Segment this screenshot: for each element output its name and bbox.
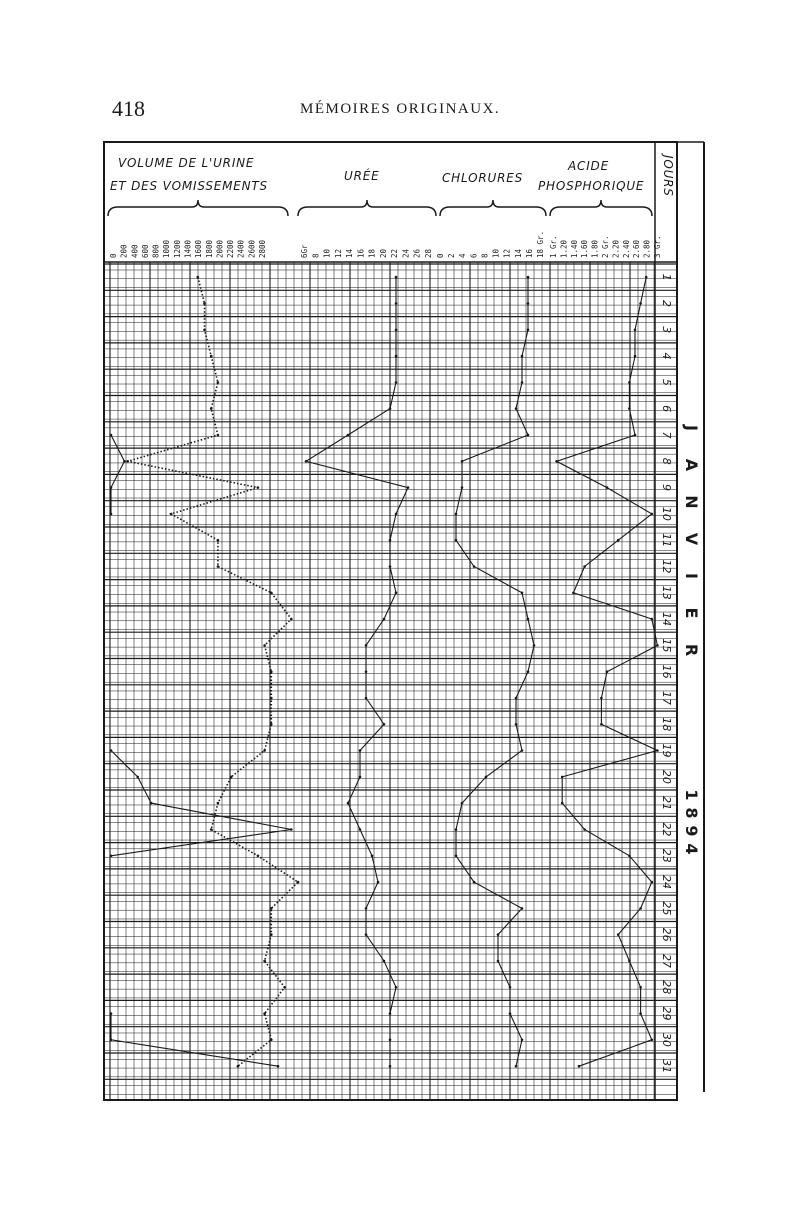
tick-label-uree: 20 <box>378 248 388 258</box>
tick-label-chlorures: 2 <box>447 253 457 258</box>
day-label: 25 <box>660 901 673 916</box>
tick-label-uree: 18 <box>367 248 377 258</box>
tick-label-volume: 200 <box>119 244 129 258</box>
day-label: 26 <box>660 927 673 942</box>
month-letter: E <box>682 607 701 619</box>
month-labels <box>682 424 701 855</box>
day-label: 22 <box>660 822 673 837</box>
day-label: 8 <box>660 457 673 465</box>
tick-label-chlorures: 6 <box>469 253 479 258</box>
tick-label-uree: 24 <box>401 248 411 258</box>
tick-label-volume: 2400 <box>236 239 246 258</box>
day-label: 10 <box>660 506 673 521</box>
tick-label-acide: 2.20 <box>611 239 621 258</box>
tick-label-acide: 2 Gr. <box>601 235 610 258</box>
acide-header-line1: ACIDE <box>568 159 609 173</box>
day-label: 12 <box>660 559 673 574</box>
acide-header-line2: PHOSPHORIQUE <box>538 179 645 193</box>
running-head: MÉMOIRES ORIGINAUX. <box>300 101 501 117</box>
tick-label-uree: 26 <box>412 248 422 258</box>
tick-label-chlorures: 12 <box>502 248 512 258</box>
day-label: 11 <box>660 533 673 548</box>
header-braces <box>108 200 652 216</box>
day-label: 7 <box>660 431 673 439</box>
tick-label-chlorures: 18 Gr. <box>536 230 545 258</box>
header-brace <box>550 200 652 216</box>
tick-labels <box>109 231 662 258</box>
year-digit: 1 <box>682 789 701 801</box>
page-number: 418 <box>112 96 145 121</box>
day-label: 21 <box>660 796 673 811</box>
tick-label-volume: 600 <box>140 244 150 258</box>
year-digit: 9 <box>682 825 701 837</box>
day-label: 14 <box>660 612 673 627</box>
day-label: 4 <box>660 352 673 360</box>
header-brace <box>298 200 436 216</box>
tick-label-volume: 2600 <box>247 239 257 258</box>
month-letter: R <box>682 643 701 657</box>
tick-label-acide: 2.40 <box>621 239 631 258</box>
day-label: 27 <box>660 953 673 968</box>
tick-label-uree: 8 <box>311 253 321 258</box>
tick-label-volume: 2800 <box>258 239 267 258</box>
tick-label-uree: 16 <box>356 248 366 258</box>
tick-label-volume: 0 <box>109 253 118 258</box>
tick-label-acide: 1.80 <box>590 239 600 258</box>
tick-label-acide: 2.80 <box>642 239 652 258</box>
tick-label-chlorures: 16 <box>524 248 534 258</box>
tick-label-acide: 1.40 <box>569 239 579 258</box>
day-label: 13 <box>660 585 673 600</box>
jours-header: JOURS <box>661 155 675 197</box>
tick-label-acide: 2.60 <box>632 239 642 258</box>
day-label: 2 <box>660 299 673 307</box>
tick-label-chlorures: 10 <box>491 248 501 258</box>
day-label: 1 <box>660 273 673 281</box>
tick-label-volume: 800 <box>151 244 161 258</box>
day-label: 17 <box>660 690 673 705</box>
day-label: 23 <box>660 848 673 863</box>
tick-label-acide: 1 Gr. <box>549 235 558 258</box>
year-digit: 4 <box>682 843 701 855</box>
day-label: 6 <box>660 405 673 413</box>
tick-label-volume: 1800 <box>204 239 214 258</box>
volume-header-line2: ET DES VOMISSEMENTS <box>110 179 268 193</box>
day-label: 9 <box>660 484 673 492</box>
tick-label-uree: 14 <box>345 248 355 258</box>
tick-label-volume: 1200 <box>172 239 182 258</box>
tick-label-uree: 28 <box>424 248 433 258</box>
tick-label-chlorures: 0 <box>436 253 445 258</box>
uree-header: URÉE <box>344 169 380 183</box>
day-label: 5 <box>660 378 673 386</box>
tick-label-uree: 6Gr <box>300 244 309 258</box>
day-label: 16 <box>660 664 673 679</box>
month-letter: A <box>682 458 701 472</box>
day-label: 24 <box>660 875 673 890</box>
tick-label-volume: 2200 <box>226 239 236 258</box>
tick-label-uree: 22 <box>390 248 400 258</box>
month-letter: V <box>682 532 701 546</box>
tick-label-volume: 2000 <box>215 239 225 258</box>
tick-label-chlorures: 8 <box>480 253 490 258</box>
tick-label-volume: 1400 <box>183 239 193 258</box>
day-label: 18 <box>660 717 673 732</box>
tick-label-volume: 400 <box>130 244 140 258</box>
data-series <box>110 276 659 1068</box>
chlorures-header: CHLORURES <box>442 171 524 185</box>
month-letter: I <box>682 573 701 579</box>
month-letter: J <box>682 425 701 431</box>
tick-label-uree: 10 <box>322 248 332 258</box>
tick-label-volume: 1000 <box>162 239 172 258</box>
day-label: 30 <box>660 1032 673 1047</box>
header-brace <box>440 200 546 216</box>
year-digit: 8 <box>682 807 701 819</box>
day-label: 15 <box>660 638 673 653</box>
volume-header-line1: VOLUME DE L'URINE <box>118 156 255 170</box>
tick-label-chlorures: 14 <box>513 248 523 258</box>
tick-label-acide: 1.20 <box>559 239 569 258</box>
day-label: 3 <box>660 326 673 334</box>
tick-label-acide: 1.60 <box>580 239 590 258</box>
day-label: 28 <box>660 980 673 995</box>
day-label: 31 <box>660 1059 673 1074</box>
column-headers <box>110 153 675 197</box>
day-label: 20 <box>660 769 673 784</box>
header-brace <box>108 200 288 216</box>
tick-label-volume: 1600 <box>194 239 204 258</box>
day-label: 29 <box>660 1006 673 1021</box>
tick-label-acide: 3 Gr. <box>653 235 662 258</box>
tick-label-chlorures: 4 <box>458 253 468 258</box>
month-letter: N <box>682 495 701 509</box>
tick-label-uree: 12 <box>333 248 343 258</box>
day-label: 19 <box>660 743 673 758</box>
day-labels <box>660 274 673 1074</box>
